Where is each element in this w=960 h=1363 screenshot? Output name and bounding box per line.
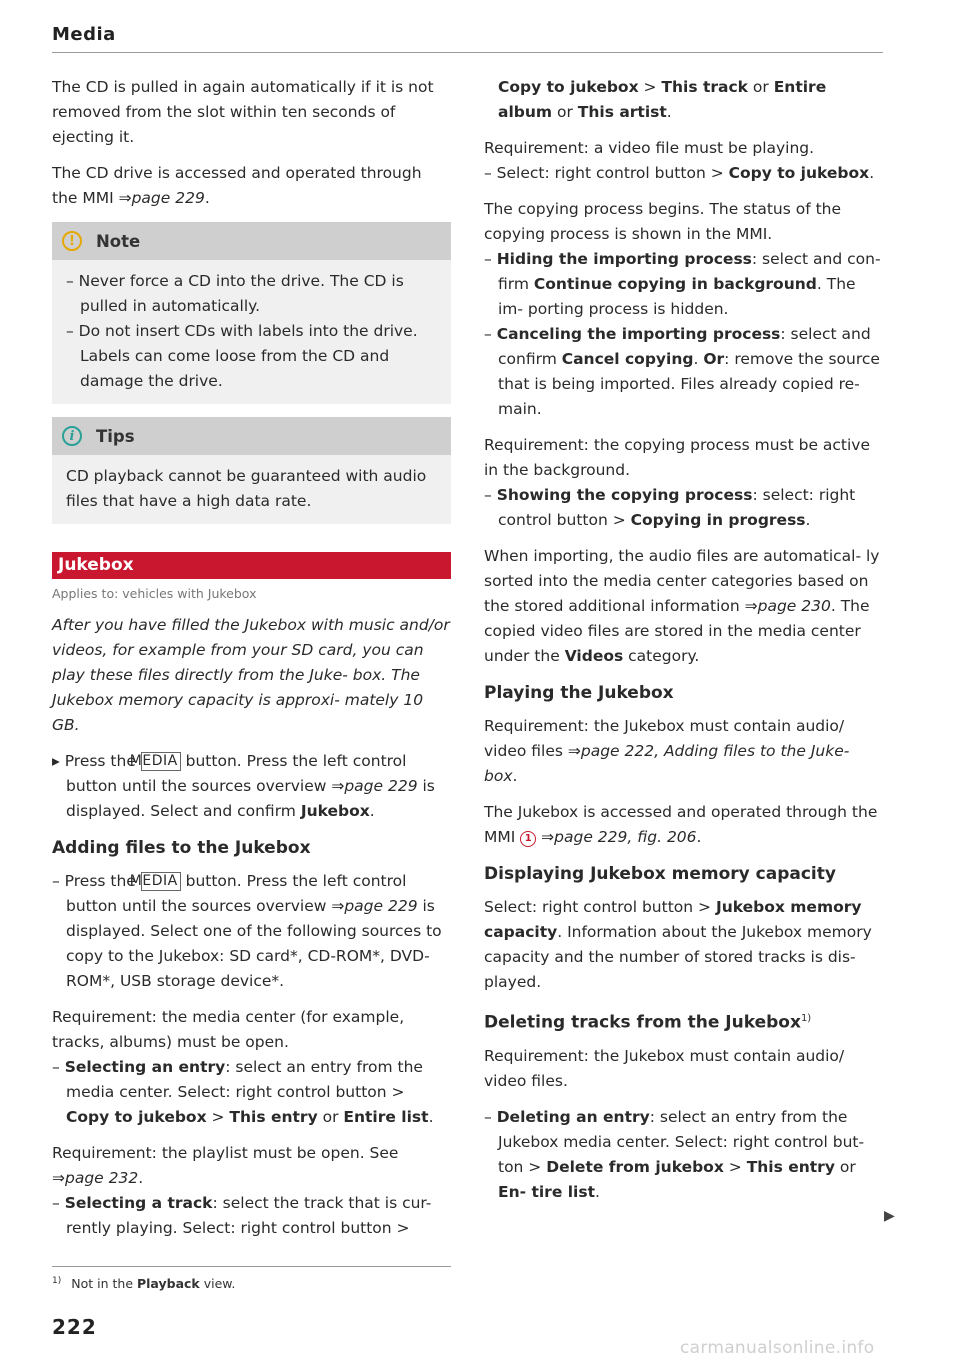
requirement-background: Requirement: the copying process must be active in the background.	[484, 436, 871, 479]
page-number: 222	[52, 1315, 97, 1339]
applies-to-note: Applies to: vehicles with Jukebox	[52, 586, 257, 601]
tips-text: CD playback cannot be guaranteed with audio files that have a high data rate.	[66, 467, 427, 510]
tips-box	[52, 417, 451, 524]
media-key: MEDIA	[141, 752, 181, 771]
requirement-jukebox-files: Requirement: the Jukebox must contain audio/ video files ⇒page 222, Adding files to the Juke- box.	[484, 717, 850, 785]
media-key: MEDIA	[141, 872, 181, 891]
right-column	[484, 75, 884, 1205]
step-open-jukebox: ▸ Press the MEDIA button. Press the left control button until the sources overview ⇒page 229 is displayed. Select and confirm Jukebox.	[52, 752, 435, 820]
footnote: $^{1)}$ Not in the Playback view.	[52, 1276, 236, 1292]
page-reference-link[interactable]: ⇒page 232	[52, 1169, 139, 1187]
watermark: carmanualsonline.info	[680, 1338, 875, 1358]
note-title: Note	[96, 231, 141, 251]
paragraph-importing: When importing, the audio files are automatical- ly sorted into the media center categories based on the stored additional information ⇒page 230. The copied video files are stored in the media center under the Videos category.	[484, 547, 880, 665]
jukebox-intro: After you have filled the Jukebox with music and/or videos, for example from your SD card, you can play these files directly from the Juke- box. The Jukebox memory capacity is approxi- mately 10 GB.	[52, 616, 450, 734]
page-reference-link[interactable]: ⇒page 222, Adding files to the Juke- box	[484, 742, 850, 785]
page-reference-link[interactable]: ⇒page 229	[331, 777, 418, 795]
list-item-selecting-entry: – Selecting an entry: select an entry from the media center. Select: right control button > Copy to jukebox > This entry or Entire list.	[52, 1058, 434, 1126]
note-header	[52, 222, 451, 260]
paragraph-cd-drive-access: The CD drive is accessed and operated through the MMI ⇒page 229.	[52, 164, 422, 207]
heading-playing-jukebox: Playing the Jukebox	[484, 683, 674, 703]
requirement-video: Requirement: a video file must be playing.	[484, 139, 815, 157]
page-reference-link[interactable]: ⇒page 230	[744, 597, 831, 615]
heading-adding-files: Adding files to the Jukebox	[52, 838, 311, 858]
footnote-marker: 1)	[800, 1013, 812, 1024]
heading-memory-capacity: Displaying Jukebox memory capacity	[484, 864, 836, 884]
paragraph-memory-capacity: Select: right control button > Jukebox memory capacity. Information about the Jukebox memory capacity and the number of stored tracks is dis- played.	[484, 898, 872, 991]
page-reference-link[interactable]: ⇒page 229	[118, 189, 205, 207]
note-item-force: – Never force a CD into the drive. The CD is pulled in automatically.	[66, 272, 404, 315]
requirement-delete: Requirement: the Jukebox must contain audio/ video files.	[484, 1046, 845, 1090]
page-reference-link[interactable]: ⇒page 229	[331, 897, 418, 915]
paragraph-copy-begins: The copying process begins. The status of the copying process is shown in the MMI.	[484, 200, 842, 243]
requirement-media-center: Requirement: the media center (for example, tracks, albums) must be open.	[52, 1008, 405, 1051]
list-item-canceling: – Canceling the importing process: select and confirm Cancel copying. Or: remove the source that is being imported. Files already copied re- main.	[484, 325, 880, 418]
footnote-divider	[52, 1266, 451, 1267]
left-column	[52, 75, 451, 1241]
list-item-press-media: – Press the MEDIA button. Press the left control button until the sources overview ⇒page 229 is displayed. Select one of the following sources to copy to the Jukebox: SD card*, CD-ROM*, DVD-ROM*, USB storage device*.	[52, 872, 442, 990]
list-item-select-copy: – Select: right control button > Copy to jukebox.	[484, 164, 875, 182]
tips-header	[52, 417, 451, 455]
info-icon: i	[62, 426, 82, 446]
tips-title: Tips	[96, 426, 135, 446]
list-item-hiding: – Hiding the importing process: select and con- firm Continue copying in background. The im- porting process is hidden.	[484, 250, 881, 318]
list-item-deleting-entry: – Deleting an entry: select an entry from the Jukebox media center. Select: right control but- ton > Delete from jukebox > This entry or En- tire list.	[484, 1107, 865, 1201]
note-item-labels: – Do not insert CDs with labels into the drive. Labels can come loose from the CD and damage the drive.	[66, 322, 418, 390]
list-item-showing: – Showing the copying process: select: right control button > Copying in progress.	[484, 486, 856, 529]
list-item-selecting-track: – Selecting a track: select the track that is cur- rently playing. Select: right control button >	[52, 1194, 432, 1237]
list-item-copy-continued: Copy to jukebox > This track or Entire album or This artist.	[498, 78, 827, 121]
paragraph-jukebox-access: The Jukebox is accessed and operated through the MMI 1 ⇒page 229, fig. 206.	[484, 803, 878, 846]
heading-deleting-tracks: Deleting tracks from the Jukebox$^{1)}$	[484, 1012, 812, 1033]
section-title-jukebox: Jukebox	[52, 552, 451, 579]
note-box	[52, 222, 451, 404]
paragraph-cd-ejection: The CD is pulled in again automatically if it is not removed from the slot within ten seconds of ejecting it.	[52, 78, 434, 146]
callout-number-icon: 1	[520, 831, 536, 847]
exclamation-icon: !	[62, 231, 82, 251]
page-reference-link[interactable]: ⇒page 229, fig. 206	[536, 828, 697, 846]
step-arrow-icon: ▸	[52, 752, 60, 770]
requirement-playlist: Requirement: the playlist must be open. See ⇒page 232.	[52, 1144, 399, 1187]
continue-arrow-icon: ▶	[884, 1208, 895, 1224]
page-header-title: Media	[52, 24, 883, 53]
